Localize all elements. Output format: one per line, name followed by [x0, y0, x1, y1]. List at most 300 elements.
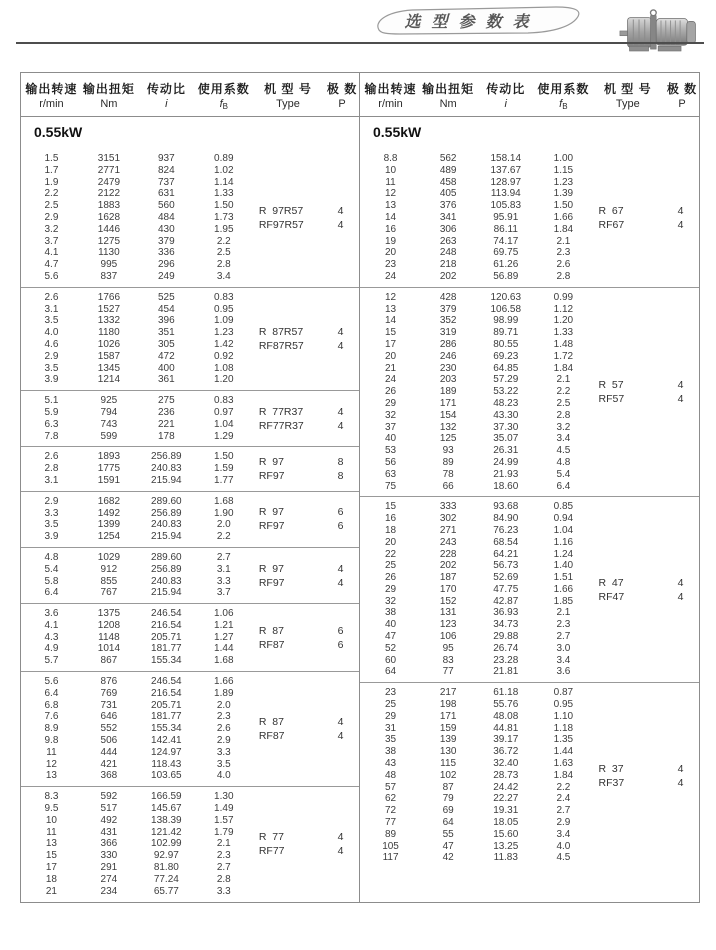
cell-output-torque: 139 — [439, 734, 457, 746]
cell-output-speed: 4.3 — [44, 631, 59, 643]
data-rows — [360, 687, 591, 864]
cell-output-speed: 12 — [384, 188, 397, 200]
type-designation: RF87 — [258, 638, 285, 651]
table-row — [360, 841, 591, 853]
cell-usage-factor: 3.6 — [556, 666, 571, 678]
cell-output-torque: 1766 — [97, 291, 121, 303]
type-designation: RF67 — [598, 218, 625, 231]
cell-ratio: 351 — [157, 327, 175, 339]
header-row-zh — [21, 80, 359, 97]
cell-output-speed: 2.8 — [44, 463, 59, 475]
table-row — [360, 200, 591, 212]
type-block — [591, 687, 699, 864]
poles-value: 4 — [337, 845, 344, 858]
table-row — [360, 304, 591, 316]
poles-value: 4 — [337, 204, 344, 217]
cell-output-torque: 506 — [100, 735, 118, 747]
cell-usage-factor: 1.89 — [214, 687, 234, 699]
cell-usage-factor: 3.4 — [556, 433, 571, 445]
cell-output-torque: 131 — [439, 607, 457, 619]
cell-output-torque: 154 — [439, 409, 457, 421]
type-block — [591, 153, 699, 283]
cell-usage-factor: 1.14 — [214, 176, 234, 188]
cell-ratio: 221 — [157, 418, 175, 430]
cell-output-speed: 2.2 — [44, 188, 59, 200]
cell-usage-factor: 2.5 — [556, 397, 571, 409]
cell-output-speed: 2.6 — [44, 291, 59, 303]
table-row — [21, 271, 251, 283]
cell-output-torque: 925 — [100, 395, 118, 407]
type-line — [591, 219, 699, 231]
type-block — [251, 496, 359, 543]
cell-ratio: 68.54 — [493, 536, 519, 548]
cell-ratio: 113.94 — [490, 188, 521, 200]
ratio-section — [21, 786, 359, 901]
cell-ratio: 396 — [157, 315, 175, 327]
type-block — [591, 501, 699, 678]
table-row — [21, 177, 251, 189]
type-designation: R 47 — [598, 576, 624, 589]
cell-ratio: 18.60 — [493, 480, 519, 492]
ratio-section — [21, 491, 359, 547]
cell-output-speed: 3.9 — [44, 531, 59, 543]
cell-usage-factor: 0.92 — [214, 350, 234, 362]
cell-ratio: 89.71 — [493, 327, 519, 339]
cell-output-speed: 20 — [384, 350, 397, 362]
table-row — [360, 666, 591, 678]
table-row — [21, 803, 251, 815]
cell-output-torque: 47 — [442, 840, 454, 852]
cell-usage-factor: 1.66 — [553, 211, 574, 223]
cell-output-torque: 552 — [100, 723, 118, 735]
cell-output-torque: 431 — [100, 826, 118, 838]
cell-usage-factor: 3.7 — [216, 587, 231, 599]
cell-output-speed: 3.7 — [44, 235, 59, 247]
cell-output-speed: 2.5 — [44, 200, 59, 212]
table-row — [21, 153, 251, 165]
table-right-half — [360, 73, 699, 902]
table-row — [360, 422, 591, 434]
cell-usage-factor: 1.84 — [553, 223, 574, 235]
cell-output-torque: 302 — [439, 513, 457, 525]
poles-value: 4 — [677, 576, 684, 589]
cell-output-speed: 6.8 — [44, 699, 59, 711]
cell-output-torque: 492 — [100, 814, 118, 826]
header-cell-en — [197, 98, 251, 110]
cell-output-torque: 855 — [100, 575, 118, 587]
table-row — [21, 363, 251, 375]
type-designation: RF87R57 — [258, 339, 304, 352]
cell-output-speed: 10 — [384, 164, 397, 176]
cell-ratio: 29.88 — [493, 631, 519, 643]
cell-usage-factor: 1.84 — [553, 362, 574, 374]
table-row — [360, 212, 591, 224]
cell-ratio: 296 — [157, 259, 175, 271]
cell-ratio: 102.99 — [151, 838, 182, 850]
cell-output-speed: 26 — [384, 572, 397, 584]
cell-output-torque: 366 — [100, 838, 118, 850]
ratio-section — [360, 682, 699, 868]
cell-ratio: 155.34 — [151, 655, 182, 667]
usage-factor-symbol: f — [219, 97, 223, 110]
ratio-section — [360, 287, 699, 497]
table-row — [360, 271, 591, 283]
cell-output-speed: 6.4 — [44, 687, 59, 699]
cell-usage-factor: 2.7 — [556, 631, 571, 643]
usage-factor-subscript: B — [222, 101, 228, 111]
type-block — [251, 676, 359, 782]
cell-output-torque: 78 — [442, 468, 454, 480]
cell-ratio: 57.29 — [493, 374, 519, 386]
cell-ratio: 289.60 — [151, 551, 182, 563]
cell-ratio: 92.97 — [153, 850, 179, 862]
table-row — [360, 410, 591, 422]
table-row — [21, 519, 251, 531]
cell-usage-factor: 2.4 — [556, 793, 571, 805]
sections-container — [21, 149, 359, 902]
cell-usage-factor: 2.1 — [556, 235, 571, 247]
table-row — [21, 327, 251, 339]
cell-output-torque: 123 — [439, 619, 457, 631]
table-row — [360, 188, 591, 200]
table-row — [21, 247, 251, 259]
cell-output-torque: 306 — [439, 223, 457, 235]
cell-output-speed: 4.6 — [44, 338, 59, 350]
cell-usage-factor: 2.8 — [556, 270, 571, 282]
header-cell-zh: 极 数 — [666, 81, 698, 96]
cell-usage-factor: 0.89 — [214, 153, 234, 164]
poles-value: 4 — [337, 831, 344, 844]
cell-ratio: 138.39 — [151, 814, 182, 826]
cell-usage-factor: 1.12 — [553, 303, 574, 315]
cell-output-speed: 2.6 — [44, 451, 59, 463]
cell-output-speed: 25 — [384, 560, 397, 572]
cell-usage-factor: 1.30 — [214, 791, 234, 803]
type-line — [251, 730, 359, 742]
cell-ratio: 142.41 — [151, 735, 182, 747]
cell-output-speed: 21 — [384, 362, 397, 374]
type-designation: R 87R57 — [258, 325, 304, 338]
poles-value: 4 — [337, 405, 344, 418]
cell-usage-factor: 2.8 — [216, 873, 231, 885]
cell-usage-factor: 1.57 — [214, 814, 234, 826]
poles-value: 4 — [677, 590, 684, 603]
table-row — [360, 643, 591, 655]
cell-ratio: 65.77 — [153, 885, 179, 897]
data-rows — [21, 608, 251, 667]
cell-output-torque: 130 — [439, 746, 457, 758]
page-title: 选型参数表 — [404, 14, 540, 31]
column-headers — [21, 73, 359, 117]
cell-output-torque: 228 — [439, 548, 457, 560]
cell-usage-factor: 2.8 — [556, 409, 571, 421]
cell-output-torque: 125 — [439, 433, 457, 445]
cell-ratio: 275 — [157, 395, 175, 407]
cell-ratio: 69.75 — [493, 247, 519, 259]
type-line — [251, 831, 359, 843]
cell-output-speed: 56 — [384, 456, 397, 468]
cell-output-torque: 152 — [439, 595, 457, 607]
cell-usage-factor: 0.94 — [553, 513, 574, 525]
table-row — [360, 596, 591, 608]
header-cell-zh: 使用系数 — [537, 81, 590, 96]
poles-value: 6 — [337, 624, 344, 637]
cell-ratio: 34.73 — [493, 619, 519, 631]
cell-ratio: 454 — [157, 303, 175, 315]
table-row — [360, 584, 591, 596]
type-block — [251, 608, 359, 667]
type-line — [591, 205, 699, 217]
cell-ratio: 32.40 — [493, 758, 519, 770]
cell-ratio: 737 — [157, 176, 175, 188]
cell-usage-factor: 2.5 — [216, 247, 231, 259]
table-row — [21, 374, 251, 386]
data-rows — [21, 451, 251, 486]
table-row — [360, 457, 591, 469]
cell-output-torque: 55 — [442, 828, 454, 840]
cell-usage-factor: 3.2 — [556, 421, 571, 433]
cell-output-speed: 4.9 — [44, 643, 59, 655]
cell-output-speed: 20 — [384, 247, 397, 259]
cell-usage-factor: 2.2 — [556, 386, 571, 398]
cell-usage-factor: 6.4 — [556, 480, 571, 492]
cell-output-speed: 18 — [384, 524, 397, 536]
cell-output-torque: 562 — [439, 153, 457, 164]
cell-output-speed: 4.1 — [44, 619, 59, 631]
type-designation: RF37 — [598, 776, 625, 789]
cell-ratio: 42.87 — [493, 595, 519, 607]
cell-output-torque: 1893 — [97, 451, 121, 463]
table-row — [360, 433, 591, 445]
cell-usage-factor: 1.21 — [214, 619, 234, 631]
cell-usage-factor: 1.16 — [553, 536, 574, 548]
cell-output-speed: 10 — [45, 814, 57, 826]
poles-value: 6 — [337, 638, 344, 651]
cell-output-torque: 1148 — [98, 631, 120, 643]
cell-ratio: 13.25 — [493, 840, 519, 852]
cell-usage-factor: 1.04 — [553, 524, 574, 536]
table-row — [21, 431, 251, 443]
cell-ratio: 379 — [157, 235, 175, 247]
cell-output-torque: 376 — [439, 200, 457, 212]
table-row — [360, 247, 591, 259]
header-cell-zh: 输出扭矩 — [422, 81, 475, 96]
cell-output-speed: 3.3 — [44, 507, 59, 519]
cell-ratio: 55.76 — [493, 699, 519, 711]
cell-output-speed: 72 — [384, 805, 397, 817]
cell-output-torque: 731 — [100, 699, 118, 711]
type-designation: R 97 — [258, 456, 284, 469]
cell-output-torque: 1026 — [97, 338, 121, 350]
table-row — [21, 874, 251, 886]
cell-usage-factor: 0.97 — [214, 406, 234, 418]
cell-usage-factor: 1.27 — [214, 631, 234, 643]
usage-factor-subscript: B — [562, 101, 568, 111]
cell-ratio: 44.81 — [493, 722, 519, 734]
cell-output-torque: 1130 — [98, 247, 120, 259]
header-cell-zh: 传动比 — [146, 81, 186, 96]
cell-ratio: 36.72 — [493, 746, 519, 758]
data-rows — [21, 153, 251, 283]
ratio-section — [21, 287, 359, 390]
cell-output-torque: 3151 — [97, 153, 121, 164]
cell-output-torque: 995 — [100, 259, 118, 271]
cell-output-torque: 66 — [442, 480, 454, 492]
cell-usage-factor: 1.50 — [553, 200, 574, 212]
cell-output-torque: 319 — [439, 327, 457, 339]
cell-output-torque: 1014 — [97, 643, 121, 655]
table-row — [360, 374, 591, 386]
cell-output-torque: 217 — [439, 687, 457, 699]
table-row — [21, 165, 251, 177]
cell-usage-factor: 1.33 — [553, 327, 574, 339]
cell-output-speed: 22 — [384, 548, 397, 560]
cell-output-torque: 171 — [439, 397, 457, 409]
cell-usage-factor: 1.59 — [214, 463, 234, 475]
type-line — [251, 340, 359, 352]
type-designation: RF97 — [258, 576, 285, 589]
cell-ratio: 98.99 — [493, 315, 519, 327]
cell-ratio: 21.93 — [493, 468, 519, 480]
cell-usage-factor: 4.5 — [556, 445, 571, 457]
cell-usage-factor: 1.23 — [214, 327, 234, 339]
cell-output-torque: 234 — [100, 885, 118, 897]
cell-ratio: 216.54 — [151, 687, 182, 699]
table-row — [21, 643, 251, 655]
type-designation: R 67 — [598, 204, 624, 217]
type-designation: R 77R37 — [258, 405, 304, 418]
table-row — [360, 852, 591, 864]
poles-value: 4 — [337, 339, 344, 352]
cell-output-speed: 24 — [384, 270, 397, 282]
ratio-section — [21, 149, 359, 287]
cell-output-speed: 40 — [384, 433, 397, 445]
header-cell-en: Type — [276, 97, 300, 110]
cell-ratio: 249 — [157, 270, 175, 282]
cell-output-speed: 5.1 — [44, 395, 59, 407]
cell-usage-factor: 3.3 — [216, 885, 231, 897]
table-row — [21, 315, 251, 327]
table-row — [360, 687, 591, 699]
cell-output-speed: 62 — [384, 793, 397, 805]
cell-ratio: 105.83 — [490, 200, 522, 212]
cell-ratio: 26.31 — [493, 445, 519, 457]
cell-ratio: 76.23 — [493, 524, 519, 536]
cell-output-speed: 77 — [384, 817, 397, 829]
cell-output-torque: 1399 — [97, 519, 121, 531]
cell-usage-factor: 1.06 — [214, 608, 234, 620]
table-row — [21, 815, 251, 827]
cell-output-torque: 159 — [439, 722, 457, 734]
cell-output-speed: 47 — [384, 631, 397, 643]
cell-output-torque: 646 — [100, 711, 118, 723]
cell-output-torque: 42 — [442, 852, 454, 864]
type-line — [251, 205, 359, 217]
table-row — [21, 688, 251, 700]
cell-usage-factor: 1.90 — [214, 507, 234, 519]
cell-output-torque: 1591 — [97, 474, 121, 486]
cell-output-torque: 69 — [442, 805, 454, 817]
cell-usage-factor: 2.2 — [556, 781, 571, 793]
cell-output-speed: 19 — [384, 235, 397, 247]
cell-output-speed: 17 — [384, 338, 397, 350]
cell-usage-factor: 1.77 — [214, 474, 234, 486]
table-row — [21, 259, 251, 271]
cell-output-torque: 246 — [439, 350, 457, 362]
cell-output-torque: 333 — [439, 501, 457, 513]
table-row — [360, 386, 591, 398]
cell-output-speed: 29 — [384, 710, 397, 722]
poles-value: 4 — [677, 762, 684, 775]
cell-output-torque: 198 — [439, 699, 457, 711]
type-line — [251, 563, 359, 575]
cell-output-torque: 2479 — [97, 176, 121, 188]
table-row — [360, 537, 591, 549]
cell-output-torque: 379 — [439, 303, 457, 315]
cell-output-speed: 16 — [384, 513, 397, 525]
data-rows — [360, 501, 591, 678]
cell-output-torque: 83 — [442, 654, 454, 666]
poles-value: 4 — [337, 716, 344, 729]
cell-output-speed: 20 — [384, 536, 397, 548]
cell-ratio: 11.83 — [493, 852, 518, 864]
cell-usage-factor: 2.3 — [556, 247, 571, 259]
poles-value: 4 — [677, 218, 684, 231]
cell-usage-factor: 2.7 — [216, 862, 231, 874]
type-line — [251, 845, 359, 857]
cell-output-speed: 6.3 — [44, 418, 59, 430]
table-row — [21, 827, 251, 839]
cell-output-speed: 5.9 — [44, 406, 59, 418]
type-designation: R 97 — [258, 506, 284, 519]
cell-output-speed: 6.4 — [44, 587, 59, 599]
cell-ratio: 21.81 — [493, 666, 519, 678]
cell-output-torque: 263 — [439, 235, 457, 247]
table-row — [21, 224, 251, 236]
table-row — [21, 395, 251, 407]
cell-usage-factor: 3.4 — [556, 828, 571, 840]
type-block — [251, 552, 359, 599]
cell-output-torque: 341 — [439, 211, 457, 223]
cell-ratio: 525 — [157, 291, 175, 303]
cell-ratio: 106.58 — [490, 303, 522, 315]
cell-output-torque: 77 — [442, 666, 454, 678]
cell-usage-factor: 1.20 — [553, 315, 574, 327]
cell-ratio: 215.94 — [151, 474, 182, 486]
cell-output-torque: 1275 — [97, 235, 121, 247]
cell-usage-factor: 2.2 — [216, 531, 231, 543]
type-line — [251, 326, 359, 338]
poles-value: 4 — [337, 218, 344, 231]
header-cell-en: Nm — [100, 97, 118, 110]
cell-usage-factor: 4.8 — [556, 456, 571, 468]
type-designation: RF47 — [598, 590, 625, 603]
cell-usage-factor: 1.20 — [214, 374, 234, 386]
type-designation: RF97 — [258, 470, 285, 483]
cell-ratio: 19.31 — [493, 805, 519, 817]
cell-ratio: 181.77 — [151, 711, 182, 723]
cell-output-torque: 202 — [439, 270, 457, 282]
header-cell-en: P — [338, 97, 346, 110]
cell-usage-factor: 0.83 — [214, 395, 234, 407]
table-row — [360, 165, 591, 177]
cell-output-torque: 1180 — [98, 327, 120, 339]
cell-ratio: 205.71 — [151, 631, 182, 643]
type-designation: R 57 — [598, 379, 624, 392]
type-block — [251, 451, 359, 486]
table-row — [360, 770, 591, 782]
header-row-en — [21, 98, 359, 110]
